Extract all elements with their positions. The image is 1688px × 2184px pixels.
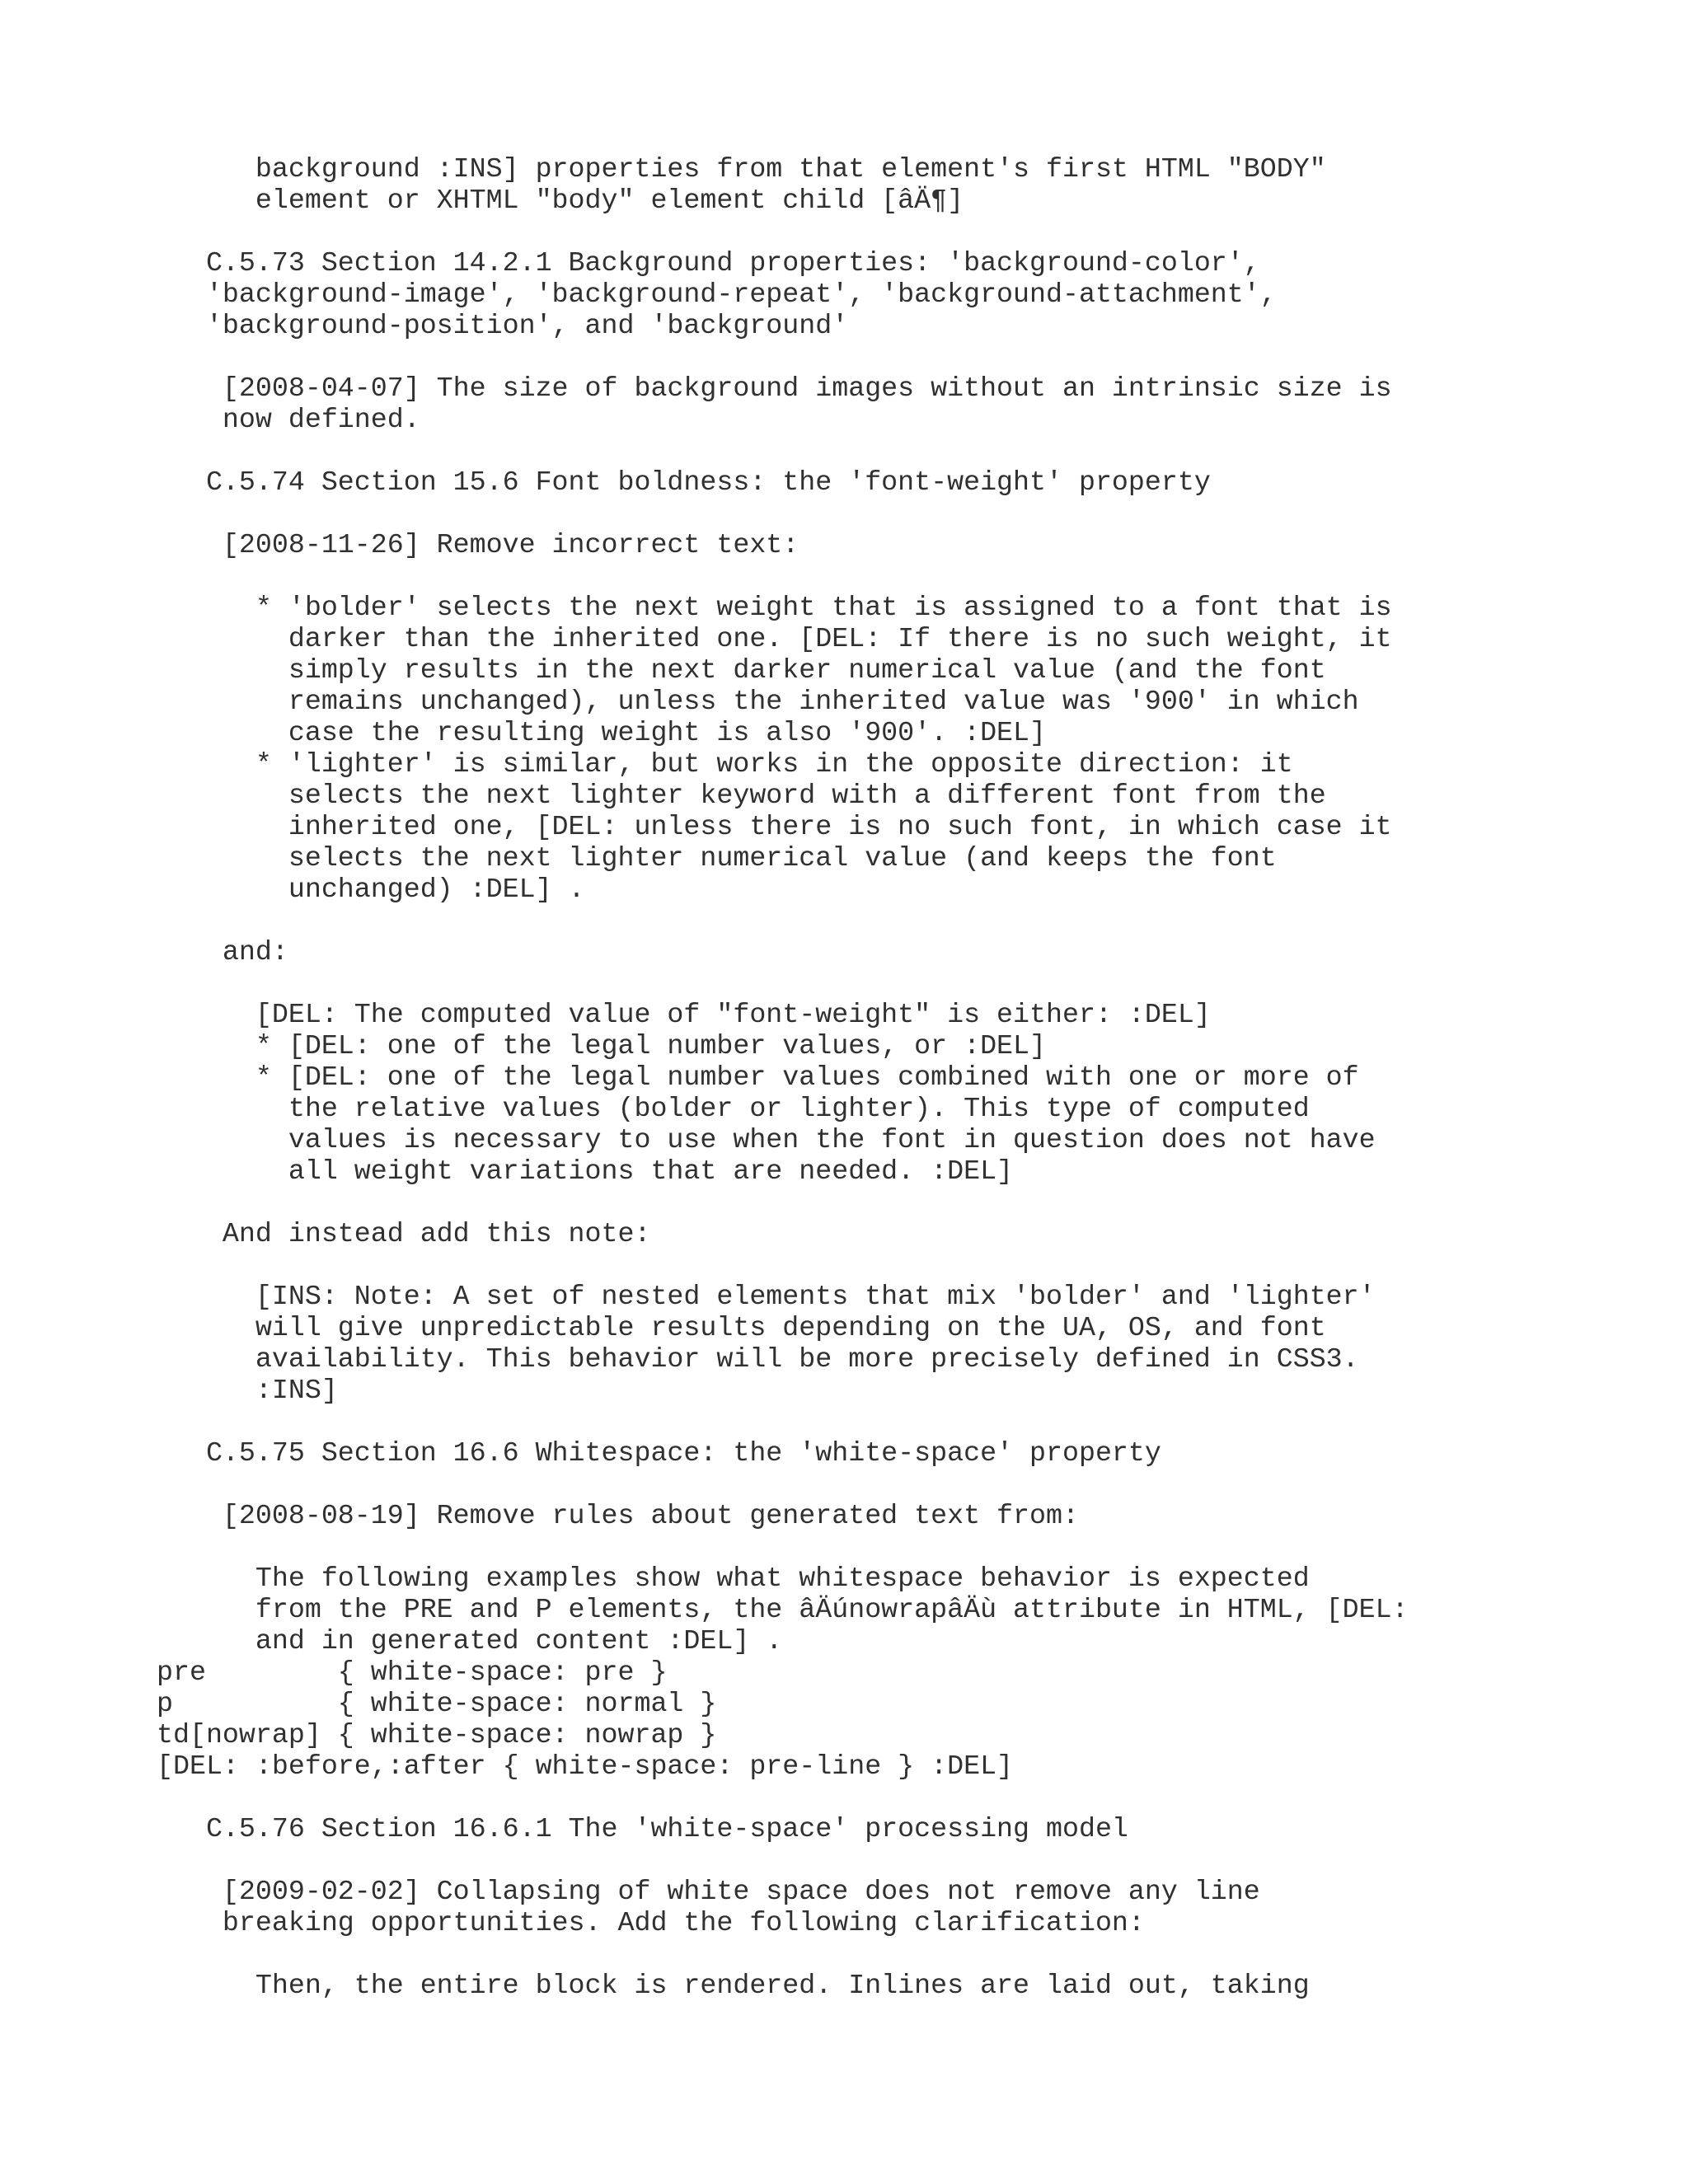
text-line: availability. This behavior will be more precisely defined in CSS3. [157, 1343, 1359, 1375]
list-item-line: selects the next lighter numerical value (and keeps the font [157, 842, 1277, 874]
code-line: p { white-space: normal } [157, 1688, 717, 1719]
text-line: breaking opportunities. Add the following clarification: [157, 1907, 1145, 1938]
text-line: And instead add this note: [157, 1218, 651, 1249]
list-item-line: * [DEL: one of the legal number values, or :DEL] [157, 1030, 1046, 1062]
code-line: td[nowrap] { white-space: nowrap } [157, 1719, 717, 1750]
list-item-line: simply results in the next darker numerical value (and the font [157, 654, 1326, 686]
section-heading: 'background-image', 'background-repeat', 'background-attachment', [157, 279, 1277, 310]
section-heading: C.5.73 Section 14.2.1 Background properties: 'background-color', [157, 247, 1260, 279]
text-line: The following examples show what whitespace behavior is expected [157, 1563, 1310, 1594]
text-line: [2008-04-07] The size of background images without an intrinsic size is [157, 373, 1392, 404]
text-line: and in generated content :DEL] . [157, 1625, 783, 1657]
code-line: pre { white-space: pre } [157, 1657, 668, 1688]
list-item-line: * 'lighter' is similar, but works in the opposite direction: it [157, 748, 1293, 780]
list-item-line: * [DEL: one of the legal number values combined with one or more of [157, 1062, 1359, 1093]
text-line: background :INS] properties from that element's first HTML "BODY" [157, 153, 1326, 185]
list-item-line: case the resulting weight is also '900'. :DEL] [157, 717, 1046, 748]
list-item-line: inherited one, [DEL: unless there is no such font, in which case it [157, 811, 1392, 842]
text-line: and: [157, 936, 288, 968]
text-line: [2008-08-19] Remove rules about generated text from: [157, 1500, 1079, 1531]
list-item-line: remains unchanged), unless the inherited value was '900' in which [157, 686, 1359, 717]
list-item-line: * 'bolder' selects the next weight that is assigned to a font that is [157, 592, 1392, 623]
text-line: [INS: Note: A set of nested elements that mix 'bolder' and 'lighter' [157, 1281, 1376, 1312]
text-line: from the PRE and P elements, the âÄúnowrapâÄù attribute in HTML, [DEL: [157, 1594, 1409, 1625]
list-item-line: the relative values (bolder or lighter). This type of computed [157, 1093, 1310, 1124]
list-item-line: all weight variations that are needed. :DEL] [157, 1155, 1014, 1187]
code-line: [DEL: :before,:after { white-space: pre-line } :DEL] [157, 1750, 1014, 1782]
list-item-line: unchanged) :DEL] . [157, 874, 585, 905]
list-item-line: darker than the inherited one. [DEL: If there is no such weight, it [157, 623, 1392, 654]
text-line: :INS] [157, 1375, 338, 1406]
text-line: [DEL: The computed value of "font-weight" is either: :DEL] [157, 999, 1211, 1030]
text-line: element or XHTML "body" element child [âÄ¶] [157, 185, 964, 216]
text-line: [2009-02-02] Collapsing of white space does not remove any line [157, 1876, 1260, 1907]
text-line: [2008-11-26] Remove incorrect text: [157, 529, 799, 560]
section-heading: C.5.76 Section 16.6.1 The 'white-space' processing model [157, 1813, 1128, 1844]
section-heading: C.5.75 Section 16.6 Whitespace: the 'white-space' property [157, 1437, 1161, 1469]
section-heading: 'background-position', and 'background' [157, 310, 849, 341]
section-heading: C.5.74 Section 15.6 Font boldness: the 'font-weight' property [157, 466, 1211, 498]
list-item-line: selects the next lighter keyword with a different font from the [157, 780, 1326, 811]
text-line: Then, the entire block is rendered. Inlines are laid out, taking [157, 1970, 1310, 2001]
list-item-line: values is necessary to use when the font in question does not have [157, 1124, 1376, 1155]
text-line: now defined. [157, 404, 420, 435]
text-line: will give unpredictable results depending on the UA, OS, and font [157, 1312, 1326, 1343]
